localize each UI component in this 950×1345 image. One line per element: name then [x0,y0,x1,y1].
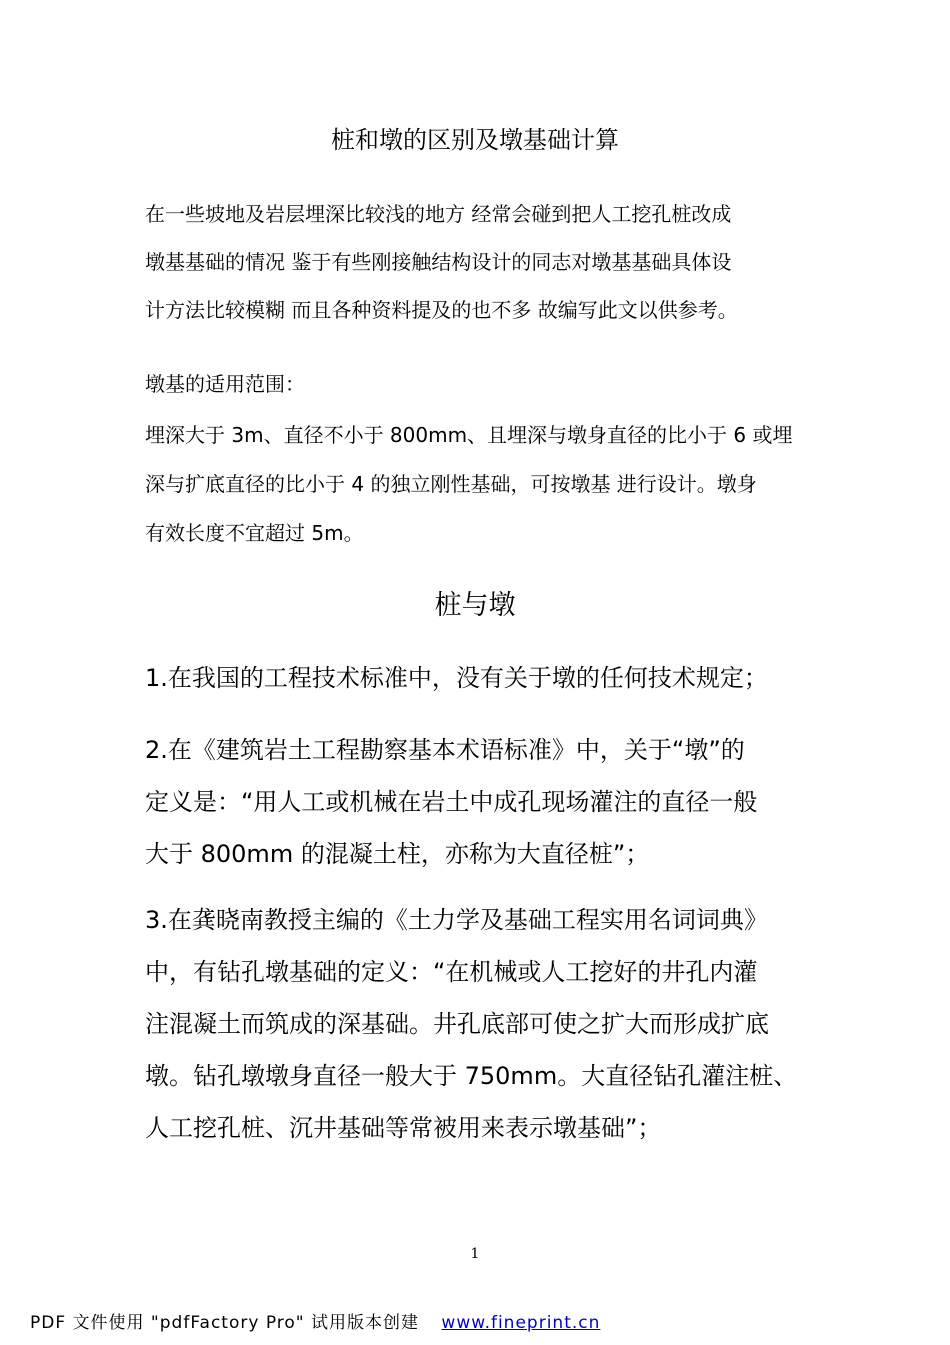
footer-link[interactable]: www.fineprint.cn [441,1313,601,1333]
scope-line: 埋深大于 3m、直径不小于 800mm、且埋深与墩身直径的比小于 6 或埋 [145,423,793,447]
item-3-line: 3.在龚晓南教授主编的《土力学及基础工程实用名词词典》 [145,906,768,934]
item-3-line: 中，有钻孔墩基础的定义：“在机械或人工挖好的井孔内灌 [145,958,758,986]
scope-paragraph [145,411,815,558]
document-title: 桩和墩的区别及墩基础计算 [331,126,619,154]
scope-line: 深与扩底直径的比小于 4 的独立刚性基础，可按墩基 进行设计。墩身 [145,472,757,496]
intro-line: 在一些坡地及岩层埋深比较浅的地方 经常会碰到把人工挖孔桩改成 [145,202,732,226]
item-3-line: 墩。钻孔墩墩身直径一般大于 750mm。大直径钻孔灌注桩、 [145,1062,798,1090]
intro-line: 墩基基础的情况 鉴于有些刚接触结构设计的同志对墩基基础具体设 [145,250,732,274]
item-2-line: 2.在《建筑岩土工程勘察基本术语标准》中，关于“墩”的 [145,736,745,764]
page-number: 1 [470,1246,480,1262]
intro-paragraph [145,190,815,334]
item-2-line: 大于 800mm 的混凝土柱，亦称为大直径桩”； [145,840,650,868]
item-3-line: 注混凝土而筑成的深基础。井孔底部可使之扩大而形成扩底 [145,1010,769,1038]
item-1 [145,652,825,704]
section-heading: 桩与墩 [434,590,516,621]
footer-text: PDF 文件使用 "pdfFactory Pro" 试用版本创建 [30,1313,420,1333]
item-3-line: 人工挖孔桩、沉井基础等常被用来表示墩基础”； [145,1114,662,1142]
item-3 [145,894,825,1154]
scope-line: 有效长度不宜超过 5m。 [145,521,364,545]
item-1-line: 1.在我国的工程技术标准中，没有关于墩的任何技术规定； [145,664,768,692]
item-2-line: 定义是：“用人工或机械在岩土中成孔现场灌注的直径一般 [145,788,758,816]
intro-line: 计方法比较模糊 而且各种资料提及的也不多 故编写此文以供参考。 [145,298,738,322]
item-2 [145,724,825,880]
scope-label: 墩基的适用范围： [145,372,305,396]
pdf-footer [30,1308,600,1333]
